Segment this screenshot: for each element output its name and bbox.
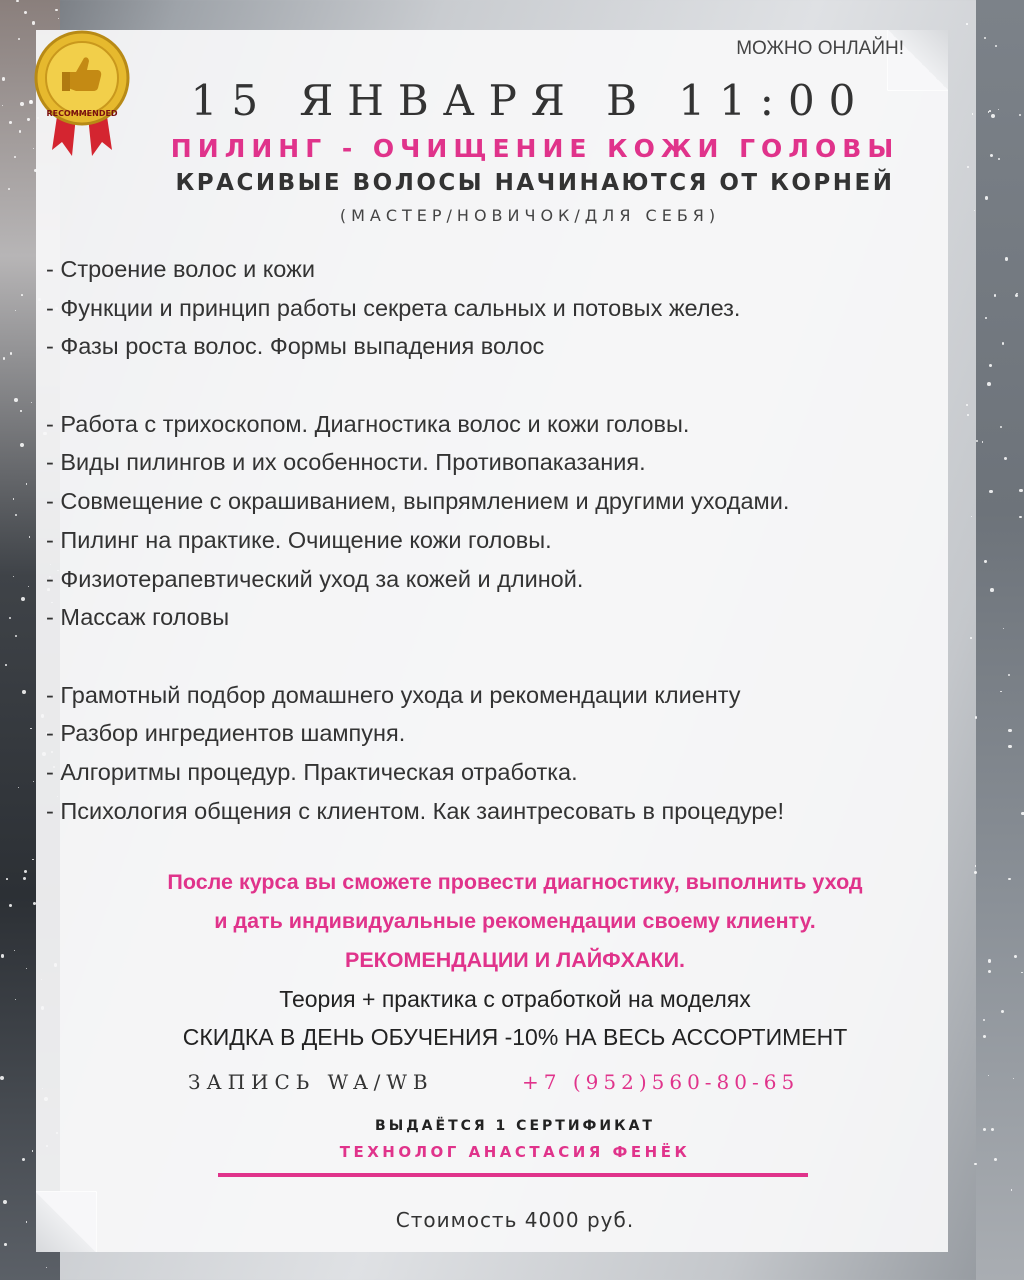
snowflake xyxy=(967,414,969,416)
promo-line-1: После курса вы сможете провести диагностику, выполнить уход xyxy=(167,870,863,894)
snowflake xyxy=(14,950,15,951)
list-item: - Строение волос и кожи xyxy=(46,256,315,282)
badge-label: RECOMMENDED xyxy=(46,109,118,118)
list-item: - Алгоритмы процедур. Практическая отработка. xyxy=(46,758,578,785)
snowflake xyxy=(983,1019,985,1021)
snowflake xyxy=(21,294,23,296)
snowflake xyxy=(1004,457,1007,460)
list-item: - Пилинг на практике. Очищение кожи головы. xyxy=(46,526,552,553)
snowflake xyxy=(13,498,14,499)
snowflake xyxy=(20,410,21,411)
snowflake xyxy=(975,865,977,867)
snowflake xyxy=(0,1076,4,1080)
background-right-photo xyxy=(976,0,1024,1280)
snowflake xyxy=(1008,878,1011,881)
snowflake xyxy=(1008,745,1011,748)
list-item: - Фазы роста волос. Формы выпадения волос xyxy=(46,333,545,360)
snowflake xyxy=(1001,1010,1004,1013)
list-item: - Виды пилингов и их особенности. Противопаказания. xyxy=(46,449,646,476)
snowflake xyxy=(1013,1078,1014,1079)
snowflake xyxy=(966,404,968,406)
snowflake xyxy=(3,1200,7,1204)
teacher-name: ТЕХНОЛОГ АНАСТАСИЯ ФЕНЁК xyxy=(339,1143,691,1161)
snowflake xyxy=(990,588,994,592)
snowflake xyxy=(26,483,27,484)
promo-line-2: и дать индивидуальные рекомендации своему клиенту. xyxy=(214,909,816,933)
snowflake xyxy=(24,870,27,873)
snowflake xyxy=(5,664,7,666)
snowflake xyxy=(970,637,972,639)
booking-label: ЗАПИСЬ WA/WB xyxy=(188,1070,434,1094)
list-spacer xyxy=(46,366,956,405)
snowflake xyxy=(1002,342,1004,344)
snowflake xyxy=(984,560,986,562)
snowflake xyxy=(4,1243,7,1246)
snowflake xyxy=(55,9,57,11)
list-item: - Массаж головы xyxy=(46,604,230,631)
snowflake xyxy=(967,166,969,168)
page-curl-bottom-left xyxy=(36,1191,97,1252)
online-note: МОЖНО ОНЛАЙН! xyxy=(736,38,904,59)
snowflake xyxy=(966,23,968,25)
phone-number[interactable]: +7 (952)560-80-65 xyxy=(522,1070,800,1094)
snowflake xyxy=(1005,257,1008,260)
snowflake xyxy=(988,959,991,962)
event-date: 15 ЯНВАРЯ В 11:00 xyxy=(190,76,870,125)
snowflake xyxy=(1008,729,1012,733)
snowflake xyxy=(985,317,987,319)
theory-practice-note: Теория + практика с отработкой на моделях xyxy=(279,986,751,1012)
course-title: ПИЛИНГ - ОЧИЩЕНИЕ КОЖИ ГОЛОВЫ xyxy=(170,134,900,163)
list-item: - Разбор ингредиентов шампуня. xyxy=(46,720,406,747)
snowflake xyxy=(987,382,991,386)
list-item: - Грамотный подбор домашнего ухода и рекомендации клиенту xyxy=(46,681,741,708)
audience-note: (МАСТЕР/НОВИЧОК/ДЛЯ СЕБЯ) xyxy=(339,206,721,225)
snowflake xyxy=(23,877,26,880)
list-item: - Совмещение с окрашиванием, выпрямлением и другими уходами. xyxy=(46,488,790,515)
divider xyxy=(218,1173,808,1177)
price: Стоимость 4000 руб. xyxy=(395,1208,635,1232)
snowflake xyxy=(974,210,975,211)
snowflake xyxy=(9,617,11,619)
certificate-note: ВЫДАЁТСЯ 1 СЕРТИФИКАТ xyxy=(375,1118,655,1134)
list-item: - Физиотерапевтический уход за кожей и длиной. xyxy=(46,565,584,592)
list-item: - Функции и принцип работы секрета сальных и потовых желез. xyxy=(46,294,741,321)
snowflake xyxy=(6,878,8,880)
snowflake xyxy=(10,352,12,354)
snowflake xyxy=(1,954,5,958)
snowflake xyxy=(985,196,988,199)
list-item: - Психология общения с клиентом. Как заинтресовать в процедуре! xyxy=(46,797,784,824)
snowflake xyxy=(971,516,972,517)
snowflake xyxy=(9,904,12,907)
list-item: - Работа с трихоскопом. Диагностика волос и кожи головы. xyxy=(46,410,690,437)
snowflake xyxy=(19,130,21,132)
list-spacer xyxy=(46,637,956,676)
promo-line-3: РЕКОМЕНДАЦИИ И ЛАЙФХАКИ. xyxy=(345,948,685,972)
snowflake xyxy=(18,787,19,788)
snowflake xyxy=(975,716,977,718)
snowflake xyxy=(991,1128,994,1131)
discount-note: СКИДКА В ДЕНЬ ОБУЧЕНИЯ -10% НА ВЕСЬ АССОРТИМЕНТ xyxy=(182,1024,848,1050)
snowflake xyxy=(32,21,35,24)
program-list xyxy=(46,250,956,830)
snowflake xyxy=(1000,691,1001,692)
course-tagline: КРАСИВЫЕ ВОЛОСЫ НАЧИНАЮТСЯ ОТ КОРНЕЙ xyxy=(175,170,895,196)
snowflake xyxy=(22,690,26,694)
